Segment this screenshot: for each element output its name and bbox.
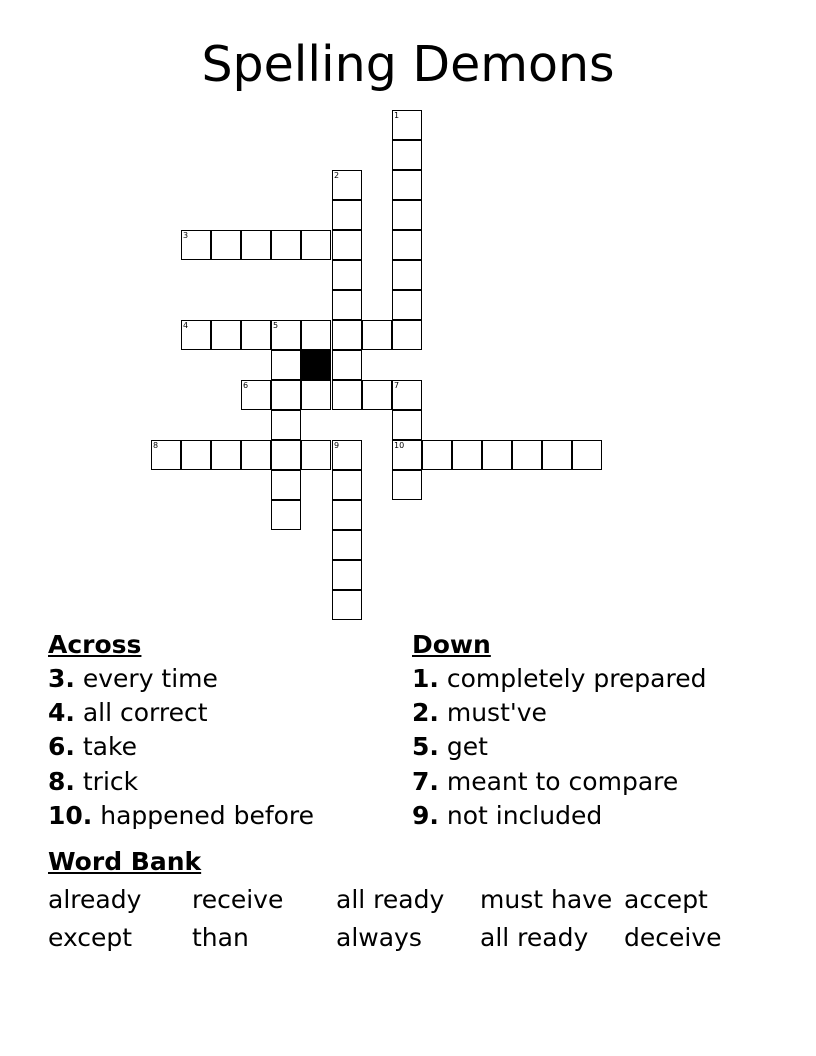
clue-number: 8 xyxy=(153,441,159,450)
clue-text: take xyxy=(82,732,137,762)
grid-cell[interactable] xyxy=(271,470,301,500)
grid-cell[interactable] xyxy=(332,590,362,620)
grid-cell[interactable] xyxy=(332,500,362,530)
word-bank-item: all ready xyxy=(480,923,589,952)
grid-cell[interactable] xyxy=(241,230,271,260)
grid-cell[interactable] xyxy=(271,230,301,260)
grid-cell[interactable] xyxy=(241,380,271,410)
grid-cell[interactable] xyxy=(392,110,422,140)
word-bank-item: receive xyxy=(192,885,284,914)
word-bank-heading: Word Bank xyxy=(48,847,202,876)
clue-number: 5 xyxy=(273,321,279,330)
word-bank-item: already xyxy=(48,885,142,914)
grid-cell[interactable] xyxy=(392,140,422,170)
clue-text: get xyxy=(446,732,488,762)
clue-number-label: 3. xyxy=(48,664,75,693)
down-clues xyxy=(412,628,706,833)
clue-number-label: 8. xyxy=(48,766,75,796)
grid-cell[interactable] xyxy=(392,230,422,260)
grid-cell[interactable] xyxy=(332,170,362,200)
grid-cell[interactable] xyxy=(332,230,362,260)
clue-number: 1 xyxy=(394,111,400,120)
grid-cell[interactable] xyxy=(332,350,362,380)
grid-cell[interactable] xyxy=(271,380,301,410)
clue-number: 4 xyxy=(183,321,189,330)
clue-text: all correct xyxy=(82,698,208,728)
grid-cell[interactable] xyxy=(392,440,422,470)
clue-text: completely prepared xyxy=(446,664,707,693)
grid-cell[interactable] xyxy=(332,260,362,290)
word-bank xyxy=(48,883,768,959)
word-bank-item: accept xyxy=(624,885,708,914)
grid-cell[interactable] xyxy=(301,230,331,260)
grid-cell[interactable] xyxy=(392,260,422,290)
clue-item xyxy=(48,730,314,764)
page-title: Spelling Demons xyxy=(201,36,615,93)
grid-cell[interactable] xyxy=(211,320,241,350)
grid-cell[interactable] xyxy=(241,440,271,470)
clue-number: 7 xyxy=(394,381,400,390)
clue-item xyxy=(412,799,706,833)
grid-cell[interactable] xyxy=(572,440,602,470)
word-bank-item: than xyxy=(192,923,249,952)
word-bank-item: always xyxy=(336,923,422,952)
grid-cell[interactable] xyxy=(332,530,362,560)
grid-cell[interactable] xyxy=(211,230,241,260)
word-bank-item: deceive xyxy=(624,923,722,952)
clue-number-label: 6. xyxy=(48,732,75,762)
black-square xyxy=(301,350,331,380)
clue-number: 2 xyxy=(334,171,340,180)
clue-number: 10 xyxy=(394,441,405,450)
grid-cell[interactable] xyxy=(452,440,482,470)
clue-item xyxy=(412,696,706,730)
down-heading: Down xyxy=(412,630,491,659)
across-heading: Across xyxy=(48,630,142,659)
word-bank-item: except xyxy=(48,923,133,952)
clue-number-label: 2. xyxy=(412,698,439,728)
grid-cell[interactable] xyxy=(332,290,362,320)
grid-cell[interactable] xyxy=(241,320,271,350)
grid-cell[interactable] xyxy=(362,320,392,350)
clue-number-label: 1. xyxy=(412,664,439,693)
grid-cell[interactable] xyxy=(392,170,422,200)
grid-cell[interactable] xyxy=(332,380,362,410)
grid-cell[interactable] xyxy=(332,320,362,350)
across-clues xyxy=(48,628,314,833)
clue-number: 3 xyxy=(183,231,189,240)
clue-text: not included xyxy=(446,800,603,830)
grid-cell[interactable] xyxy=(392,290,422,320)
clue-item xyxy=(412,662,706,696)
clue-text: trick xyxy=(82,766,139,796)
clue-item xyxy=(48,696,314,730)
clue-text: meant to compare xyxy=(446,766,679,796)
clue-item xyxy=(48,799,314,833)
clue-item xyxy=(412,730,706,764)
clue-item xyxy=(48,662,314,696)
grid-cell[interactable] xyxy=(151,440,181,470)
grid-cell[interactable] xyxy=(482,440,512,470)
grid-cell[interactable] xyxy=(392,200,422,230)
grid-cell[interactable] xyxy=(181,440,211,470)
grid-cell[interactable] xyxy=(422,440,452,470)
grid-cell[interactable] xyxy=(271,500,301,530)
grid-cell[interactable] xyxy=(181,230,211,260)
grid-cell[interactable] xyxy=(392,380,422,410)
grid-cell[interactable] xyxy=(301,380,331,410)
clue-text: must've xyxy=(446,698,547,728)
grid-cell[interactable] xyxy=(332,470,362,500)
grid-cell[interactable] xyxy=(271,350,301,380)
clue-item xyxy=(48,765,314,799)
clue-number-label: 10. xyxy=(48,800,93,830)
grid-cell[interactable] xyxy=(512,440,542,470)
clue-number: 6 xyxy=(243,381,249,390)
clue-text: happened before xyxy=(100,800,315,830)
grid-cell[interactable] xyxy=(362,380,392,410)
clue-number-label: 9. xyxy=(412,800,439,830)
grid-cell[interactable] xyxy=(271,320,301,350)
grid-cell[interactable] xyxy=(392,470,422,500)
word-bank-item: must have xyxy=(480,885,613,914)
grid-cell[interactable] xyxy=(211,440,241,470)
grid-cell[interactable] xyxy=(271,440,301,470)
word-bank-item: all ready xyxy=(336,885,445,914)
clue-item xyxy=(412,765,706,799)
clue-number-label: 5. xyxy=(412,732,439,762)
grid-cell[interactable] xyxy=(332,440,362,470)
grid-cell[interactable] xyxy=(392,410,422,440)
clue-number-label: 4. xyxy=(48,698,75,728)
grid-cell[interactable] xyxy=(332,560,362,590)
clue-number: 9 xyxy=(334,441,340,450)
clue-text: every time xyxy=(82,664,218,693)
grid-cell[interactable] xyxy=(332,200,362,230)
grid-cell[interactable] xyxy=(542,440,572,470)
clue-number-label: 7. xyxy=(412,766,439,796)
grid-cell[interactable] xyxy=(271,410,301,440)
grid-cell[interactable] xyxy=(301,440,331,470)
grid-cell[interactable] xyxy=(392,320,422,350)
grid-cell[interactable] xyxy=(181,320,211,350)
grid-cell[interactable] xyxy=(301,320,331,350)
